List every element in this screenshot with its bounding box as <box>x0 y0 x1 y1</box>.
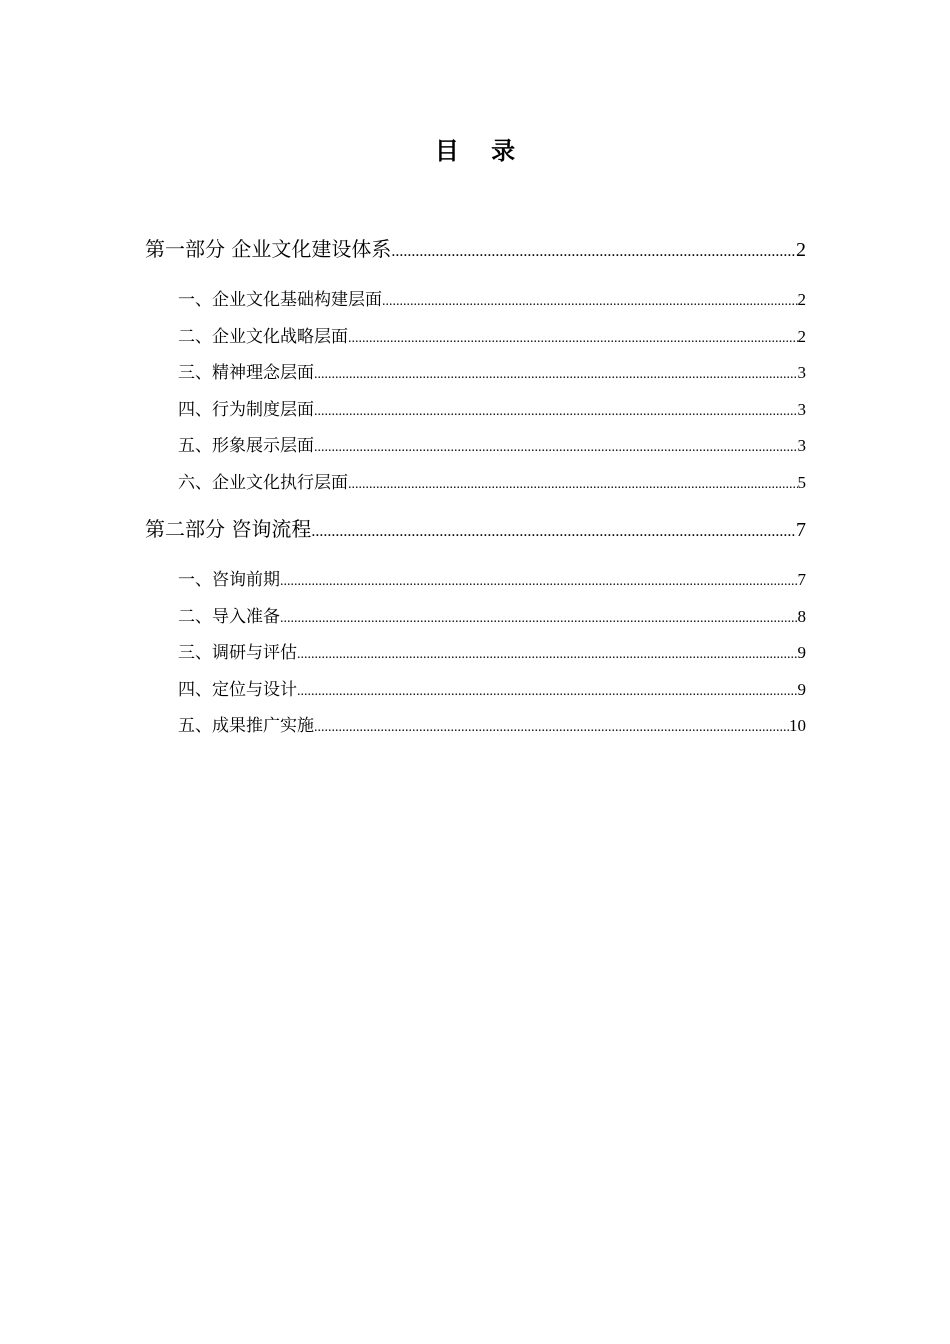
toc-section-entry[interactable] <box>145 319 806 356</box>
dot-leader <box>314 430 798 467</box>
toc-section-label: 五、形象展示层面 <box>178 436 314 456</box>
toc-section-entry[interactable] <box>145 599 806 636</box>
toc-section-entry[interactable] <box>145 282 806 319</box>
table-of-contents <box>145 230 806 745</box>
toc-section-entry[interactable] <box>145 672 806 709</box>
toc-part-entry[interactable] <box>145 230 806 268</box>
toc-page-number: 7 <box>797 570 806 589</box>
dot-leader <box>314 394 798 431</box>
toc-page-number: 9 <box>797 679 806 699</box>
toc-page-number: 2 <box>797 290 806 309</box>
toc-page-number: 8 <box>797 606 806 626</box>
dot-leader <box>280 564 798 601</box>
dot-leader <box>311 513 796 551</box>
toc-section-label: 三、调研与评估 <box>178 643 297 663</box>
dot-leader <box>280 601 798 638</box>
toc-page-number: 2 <box>797 326 806 346</box>
toc-section-entry[interactable] <box>145 465 806 502</box>
toc-section-label: 四、定位与设计 <box>178 679 297 700</box>
dot-leader <box>348 467 798 504</box>
toc-page-number: 3 <box>797 399 806 419</box>
toc-section-label: 二、企业文化战略层面 <box>178 326 348 347</box>
toc-section-entry[interactable] <box>145 355 806 392</box>
toc-section-label: 四、行为制度层面 <box>178 399 314 420</box>
toc-page-number: 9 <box>797 643 806 662</box>
toc-page-number: 7 <box>796 519 806 541</box>
toc-section-entry[interactable] <box>145 428 806 465</box>
toc-section-label: 六、企业文化执行层面 <box>178 472 348 493</box>
dot-leader <box>391 233 796 271</box>
toc-section-entry[interactable] <box>145 635 806 672</box>
toc-part-label: 第二部分 咨询流程 <box>145 517 312 541</box>
dot-leader <box>314 357 798 394</box>
toc-page-number: 5 <box>797 472 806 492</box>
toc-page-number: 10 <box>789 716 806 735</box>
toc-part-label: 第一部分 企业文化建设体系 <box>145 237 392 261</box>
toc-section-label: 三、精神理念层面 <box>178 363 314 383</box>
dot-leader <box>382 284 798 321</box>
toc-section-entry[interactable] <box>145 562 806 599</box>
dot-leader <box>348 321 798 358</box>
toc-section-entry[interactable] <box>145 392 806 429</box>
dot-leader <box>314 710 789 747</box>
toc-section-label: 一、咨询前期 <box>178 570 280 590</box>
toc-page-number: 2 <box>796 239 806 261</box>
toc-section-label: 二、导入准备 <box>178 606 280 627</box>
dot-leader <box>297 637 798 674</box>
toc-section-entry[interactable] <box>145 708 806 745</box>
toc-section-label: 一、企业文化基础构建层面 <box>178 290 382 310</box>
toc-title: 目 录 <box>434 137 528 165</box>
toc-page-number: 3 <box>797 363 806 382</box>
toc-page-number: 3 <box>797 436 806 455</box>
dot-leader <box>297 674 798 711</box>
toc-section-label: 五、成果推广实施 <box>178 716 314 736</box>
toc-part-entry[interactable] <box>145 510 806 548</box>
